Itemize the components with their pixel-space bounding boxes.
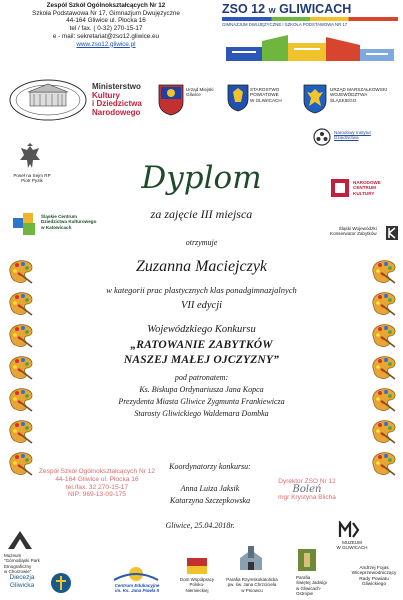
dom-wspolpracy-line-3: Niemieckiej bbox=[185, 587, 209, 593]
ministry-line-3: i Dziedzictwa bbox=[92, 99, 142, 109]
centrum-line-2: Dziedzictwa Kulturowego bbox=[41, 219, 97, 225]
fojas-line-2: Wiceprzewodniczący bbox=[351, 571, 397, 577]
school-subtitle: Szkoła Podstawowa Nr 17, Gimnazjum Dwujęzyczne bbox=[32, 9, 180, 17]
palette-icon bbox=[6, 418, 34, 444]
diploma-date: Gliwice, 25.04.2018r. bbox=[165, 521, 235, 530]
konserwator-line-1: Śląski Wojewódzki bbox=[338, 226, 377, 231]
fojas-line-4: Gliwickiego bbox=[361, 581, 387, 587]
church-pniowiec-icon bbox=[234, 546, 268, 572]
centrum-edukacyjne-label bbox=[106, 583, 168, 594]
school-website-link[interactable]: www.zso12.gliwice.pl bbox=[76, 40, 136, 48]
zso-logo bbox=[222, 2, 398, 27]
centrum-edukacyjne-line-2: im. Ks. Jana Pawła II bbox=[114, 588, 160, 594]
zso-title-main: ZSO 12 bbox=[222, 2, 266, 16]
centrum-line-3: w Katowicach bbox=[41, 224, 72, 230]
palette-icon bbox=[369, 450, 397, 476]
parafia-ostropa-line-4: Ostropie bbox=[296, 590, 314, 596]
diecezja-label bbox=[0, 574, 44, 589]
school-address: 44-164 Gliwice ul. Płocka 16 bbox=[66, 17, 146, 25]
coordinator-1: Anna Luiza Jaksik bbox=[180, 484, 240, 493]
stamp-line-2: 44-164 Gliwice ul. Płocka 16 bbox=[55, 475, 139, 483]
nck-line-3: KULTURY bbox=[353, 190, 375, 196]
nid-line-2: Dziedzictwa bbox=[334, 135, 359, 141]
zso-title bbox=[222, 2, 398, 16]
starostwo-line-2: POWIATOWE bbox=[250, 92, 279, 98]
nid-label bbox=[334, 130, 371, 141]
patron-line-2: Piotr Pyzik bbox=[21, 178, 43, 184]
powiat-coat-of-arms-icon bbox=[227, 84, 249, 112]
muzeum-park-line-4: w Chorzowie" bbox=[4, 568, 32, 574]
parafia-ostropa-line-2: Świętej Jadwigi bbox=[296, 580, 327, 586]
muzeum-park-line-2: "Górnośląski Park bbox=[4, 558, 40, 564]
starostwo-line-3: W GLIWICACH bbox=[250, 97, 282, 103]
category-text: w kategorii prac plastycznych klas ponadgimnazjalnych bbox=[106, 285, 297, 295]
nck-line-2: CENTRUM bbox=[353, 185, 376, 191]
urzad-miejski-line-2: Gliwice bbox=[186, 92, 201, 98]
ministry-line-4: Narodowego bbox=[92, 107, 141, 117]
church-ostropa-icon bbox=[296, 547, 318, 573]
patron-president: Prezydenta Miasta Gliwice Zygmunta Frankiewicza bbox=[118, 397, 285, 406]
director-stamp bbox=[262, 478, 352, 502]
marszalek-line-2: WOJEWÓDZTWA bbox=[330, 92, 368, 98]
recipient-name: Zuzanna Maciejczyk bbox=[135, 258, 268, 275]
receives-text: otrzymuje bbox=[185, 238, 218, 247]
diecezja-line-2: Gliwicka bbox=[9, 581, 35, 589]
contest-name-line-2: NASZEJ MAŁEJ OJCZYZNY” bbox=[123, 354, 280, 366]
parafia-ostropa-line-3: w Gliwicach- bbox=[296, 585, 322, 591]
diecezja-logo-icon bbox=[50, 572, 72, 594]
ministry-line-2: Kultury bbox=[92, 90, 120, 100]
nid-logo-icon bbox=[313, 128, 331, 146]
edition-text: VII edycji bbox=[180, 300, 223, 311]
urzad-miejski-label bbox=[186, 87, 214, 98]
school-letterhead bbox=[20, 2, 192, 48]
parafia-ostropa-line-1: Parafia bbox=[296, 575, 311, 580]
coordinator-2: Katarzyna Szczepkowska bbox=[169, 496, 251, 505]
contest-text: Wojewódzkiego Konkursu bbox=[147, 324, 256, 335]
stamp-line-4: NIP: 969-13-09-175 bbox=[68, 491, 126, 499]
marszalek-label bbox=[330, 87, 387, 103]
patron-line-1: Poseł na Sejm RP bbox=[13, 173, 51, 178]
dom-wspolpracy-line-1: Dom Współpracy bbox=[179, 577, 215, 582]
andrzej-fojas-label bbox=[346, 566, 402, 587]
diecezja-line-1: Diecezja bbox=[9, 574, 35, 581]
fojas-line-1: Andrzej Fojas bbox=[359, 566, 389, 571]
director-signature: Boleń bbox=[292, 484, 322, 495]
urzad-wojewodzki-seal-icon bbox=[8, 78, 88, 122]
muzeum-gliwice-line-2: W GLIWICACH bbox=[336, 545, 368, 551]
zso-color-stripe bbox=[222, 17, 398, 21]
ministry-logo bbox=[92, 83, 142, 117]
urzad-miejski-line-1: Urząd Miejski bbox=[186, 87, 214, 92]
ministry-line-1: Ministerstwo bbox=[92, 82, 141, 91]
starostwo-line-1: STAROSTWO bbox=[250, 87, 280, 92]
parafia-pniowiec-line-1: Parafia Rzymskokatolicka bbox=[226, 577, 278, 582]
muzeum-park-logo-icon bbox=[6, 527, 34, 551]
centrum-edukacyjne-logo-icon bbox=[110, 566, 162, 582]
muzeum-gliwice-label bbox=[332, 540, 372, 551]
diploma-title: Dyplom bbox=[141, 160, 262, 196]
konserwator-label bbox=[330, 226, 377, 237]
nck-line-1: NARODOWE bbox=[353, 180, 381, 185]
fojas-line-3: Rady Powiatu bbox=[359, 576, 389, 582]
parafia-ostropa-label bbox=[286, 575, 340, 596]
school-email: e - mail: sekretariat@zso12.gliwice.eu bbox=[52, 32, 160, 40]
director-title: Dyrektor ZSO Nr 12 bbox=[278, 478, 336, 485]
centrum-edukacyjne-line-1: Centrum Edukacyjne bbox=[114, 583, 160, 588]
school-building-logo bbox=[222, 33, 398, 63]
dom-wspolpracy-logo-icon bbox=[186, 557, 208, 575]
konserwator-line-2: Konserwator Zabytków bbox=[330, 231, 377, 237]
stamp-line-1: Zespół Szkół Ogólnokształcących Nr 12 bbox=[38, 468, 156, 475]
zso-subtitle: GIMNAZJUM DWUJĘZYCZNE I SZKOŁA PODSTAWOWA NR 17 bbox=[222, 22, 348, 27]
dom-wspolpracy-label bbox=[172, 577, 222, 593]
patron-starosta: Starosty Gliwickiego Waldemara Dombka bbox=[134, 409, 269, 418]
zso-title-city: GLIWICACH bbox=[279, 2, 352, 16]
muzeum-park-label bbox=[4, 553, 44, 574]
centrum-line-1: Śląskie Centrum bbox=[41, 214, 77, 219]
patron-bishop: Ks. Biskupa Ordynariusza Jana Kopca bbox=[139, 385, 264, 394]
school-phone: tel / fax. ( 0-32) 270-15-17 bbox=[69, 25, 143, 33]
muzeum-gliwice-line-1: MUZEUM bbox=[342, 540, 362, 545]
stamp-line-3: tel./fax. 32 270-15-17 bbox=[65, 483, 129, 491]
school-name: Zespół Szkół Ogólnokształcących Nr 12 bbox=[46, 2, 166, 9]
director-name: mgr Krystyna Blicha bbox=[278, 494, 336, 501]
school-stamp bbox=[36, 468, 158, 499]
nid-line-1: Narodowy Instytut bbox=[334, 130, 371, 135]
marszalek-line-1: URZĄD MARSZAŁKOWSKI bbox=[330, 87, 388, 92]
parafia-pniowiec-label bbox=[222, 577, 282, 593]
patronage-label: pod patronatem: bbox=[174, 373, 229, 382]
zso-title-w: w bbox=[268, 5, 276, 15]
gliwice-coat-of-arms-icon bbox=[158, 84, 184, 116]
muzeum-gliwice-logo-icon bbox=[338, 521, 360, 539]
marszalek-line-3: ŚLĄSKIEGO bbox=[330, 97, 357, 103]
palette-icon bbox=[369, 418, 397, 444]
starostwo-label bbox=[250, 87, 282, 103]
parafia-pniowiec-line-2: pw. św. Jana Chrzciciela bbox=[227, 582, 277, 588]
muzeum-park-line-3: Etnograficzny bbox=[4, 563, 32, 569]
parafia-pniowiec-line-3: w Pniowcu bbox=[241, 587, 263, 593]
contest-name-line-1: „RATOWANIE ZABYTKÓW bbox=[130, 339, 273, 351]
dom-wspolpracy-line-2: Polsko- bbox=[189, 582, 205, 588]
coordinators-label: Koordynatorzy konkursu: bbox=[169, 462, 251, 471]
palette-icon bbox=[6, 450, 34, 476]
muzeum-park-line-1: Muzeum bbox=[4, 553, 22, 558]
silesia-eagle-icon bbox=[303, 84, 327, 114]
place-text: za zajęcie III miejsca bbox=[150, 207, 253, 221]
